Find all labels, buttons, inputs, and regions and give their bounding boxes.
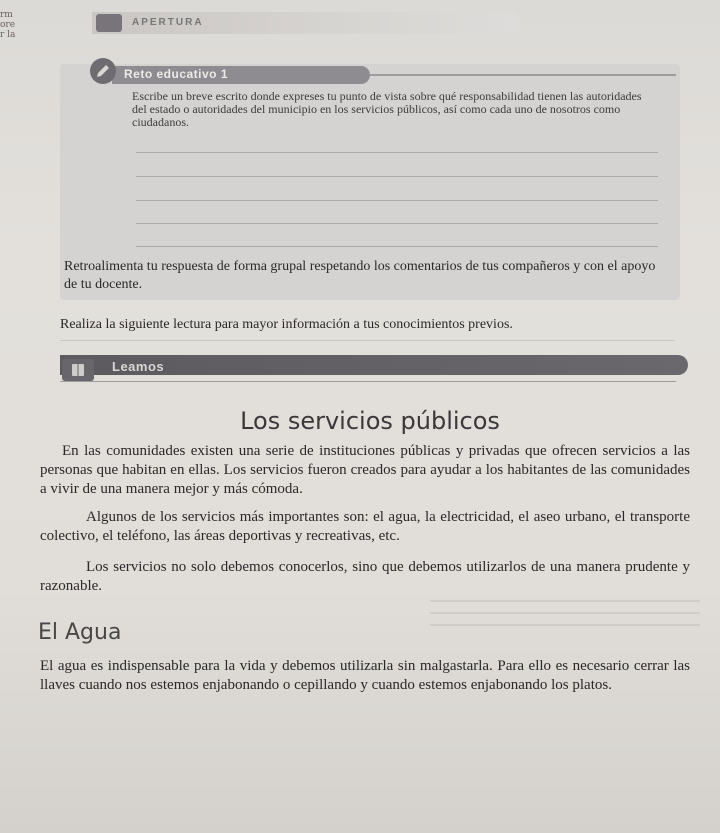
divider <box>60 381 676 382</box>
article-title: Los servicios públicos <box>240 407 500 435</box>
apertura-label: APERTURA <box>132 17 204 28</box>
writing-line[interactable] <box>136 223 658 224</box>
feedback-text: Retroalimenta tu respuesta de forma grupal respetando los comentarios de tus compañeros y con el apoyo de tu docente. <box>64 259 656 292</box>
leamos-label: Leamos <box>112 359 165 374</box>
article-paragraph: Algunos de los servicios más importantes son: el agua, la electricidad, el aseo urbano, el transporte colectivo, el teléfono, las áreas deportivas y recreativas, etc. <box>40 509 690 544</box>
article-paragraph: Los servicios no solo debemos conocerlos, sino que debemos utilizarlos de una manera prudente y razonable. <box>40 559 690 594</box>
writing-line[interactable] <box>136 246 658 247</box>
bleed-through <box>430 600 700 640</box>
section-paragraph: El agua es indispensable para la vida y debemos utilizarla sin malgastarla. Para ello es necesario cerrar las llaves cuando nos estemos enjabonando o cepillando y cuando estemos enjabonando los platos. <box>40 658 690 693</box>
margin-note: ore <box>0 20 16 30</box>
article-paragraph: En las comunidades existen una serie de instituciones públicas y privadas que ofrecen servicios a las personas que habitan en ellas. Los servicios fueron creados para ayudar a los habitantes de las comunidades a vivir de una manera mejor y más cómoda. <box>40 443 690 497</box>
reto-rule <box>370 74 676 76</box>
reto-prompt: Escribe un breve escrito donde expreses tu punto de vista sobre qué responsabilidad tienen las autoridades del estado o autoridades del municipio en los servicios públicos, así como cada uno de nosotros como ciudadanos. <box>132 89 642 129</box>
pencil-icon <box>90 58 116 84</box>
writing-line[interactable] <box>136 152 658 153</box>
divider <box>60 340 675 341</box>
book-icon <box>62 359 94 381</box>
writing-line[interactable] <box>136 200 658 201</box>
margin-note: rm <box>0 10 13 20</box>
reto-title: Reto educativo 1 <box>124 67 229 81</box>
margin-note: r la <box>0 30 16 40</box>
intro-text: Realiza la siguiente lectura para mayor información a tus conocimientos previos. <box>60 317 513 332</box>
writing-line[interactable] <box>136 176 658 177</box>
section-title: El Agua <box>38 620 122 645</box>
apertura-icon <box>96 14 122 32</box>
margin-notes <box>0 10 30 70</box>
